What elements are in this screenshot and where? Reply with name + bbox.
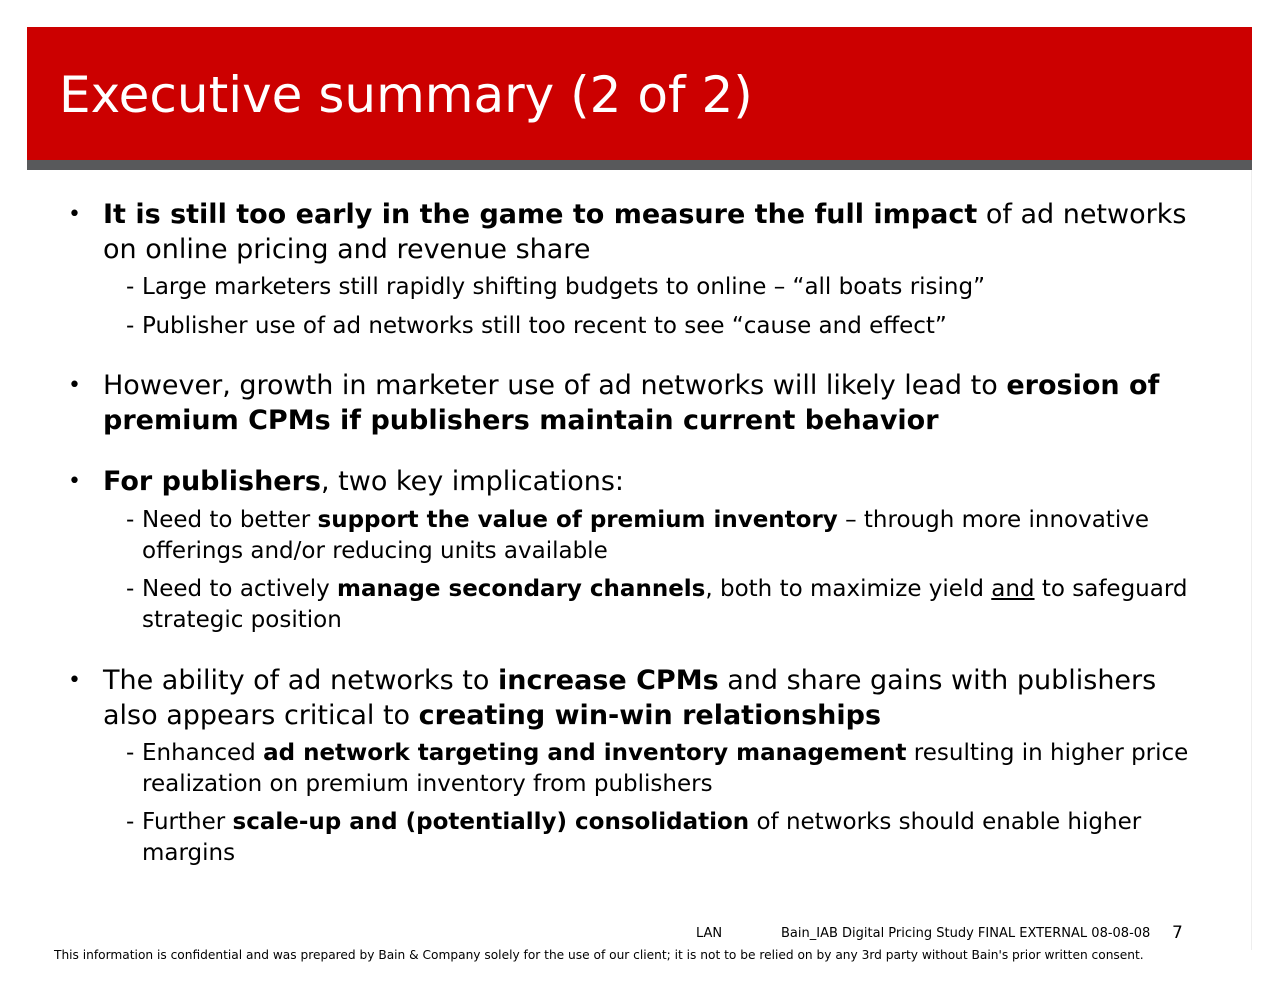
sub-dash: -	[126, 313, 135, 339]
footer-study-name: Bain_IAB Digital Pricing Study FINAL EXTERNAL 08-08-08	[781, 926, 1151, 941]
slide-title: Executive summary (2 of 2)	[59, 66, 753, 124]
bullet-1-sub-1-text: Large marketers still rapidly shifting budgets to online – “all boats rising”	[142, 274, 986, 300]
bullet-2-text	[103, 368, 1213, 438]
bullet-3-text	[103, 464, 1213, 499]
bullet-4-sub-1-rest: resulting in higher price realization on premium inventory from publishers	[142, 740, 1189, 797]
bullet-2-bold: erosion of premium CPMs if publishers maintain current behavior	[103, 370, 1160, 436]
bullet-3-sub-1-text	[142, 505, 1217, 567]
bullet-1-rest: of ad networks on online pricing and revenue share	[103, 199, 1187, 265]
bullet-4-sub-1-text	[142, 738, 1217, 800]
bullet-4-sub-1-bold: ad network targeting and inventory management	[263, 740, 907, 766]
bullet-3-sub-1-lead: Need to better	[142, 507, 318, 533]
bullet-dot: •	[68, 668, 81, 693]
bullet-3-sub-2-mid: , both to maximize yield	[705, 576, 992, 602]
bullet-3-rest: , two key implications:	[321, 466, 624, 497]
bullet-4-bold-2: creating win-win relationships	[418, 700, 882, 731]
bullet-dot: •	[68, 202, 81, 227]
bullet-4-sub-2-bold: scale-up and (potentially) consolidation	[232, 809, 750, 835]
sub-dash: -	[126, 809, 135, 835]
confidentiality-disclaimer: This information is confidential and was prepared by Bain & Company solely for the use of our client; it is not to be relied on by any 3rd party without Bain's prior written consent.	[54, 948, 1144, 962]
bullet-4-sub-2-rest: of networks should enable higher margins	[142, 809, 1142, 866]
bullet-3-sub-2-underline: and	[991, 576, 1035, 602]
slide-right-edge	[1251, 170, 1252, 950]
bullet-4-sub-1-lead: Enhanced	[142, 740, 264, 766]
sub-dash: -	[126, 740, 135, 766]
bullet-4-lead: The ability of ad networks to	[103, 665, 498, 696]
title-bar	[27, 27, 1252, 160]
bullet-4-sub-2-lead: Further	[142, 809, 233, 835]
title-underline	[27, 160, 1252, 170]
bullet-dot: •	[68, 469, 81, 494]
bullet-3-sub-2-text	[142, 574, 1217, 636]
bullet-3-sub-1-rest: – through more innovative offerings and/or reducing units available	[142, 507, 1149, 564]
footer-author: LAN	[696, 926, 723, 941]
sub-dash: -	[126, 576, 135, 602]
bullet-dot: •	[68, 373, 81, 398]
bullet-3-sub-2-rest: to safeguard strategic position	[142, 576, 1188, 633]
bullet-3-sub-2-lead: Need to actively	[142, 576, 338, 602]
bullet-4-bold-1: increase CPMs	[498, 665, 719, 696]
sub-dash: -	[126, 274, 135, 300]
sub-dash: -	[126, 507, 135, 533]
bullet-3-sub-2-bold: manage secondary channels	[337, 576, 706, 602]
page-number: 7	[1172, 923, 1183, 943]
bullet-2-lead: However, growth in marketer use of ad networks will likely lead to	[103, 370, 1007, 401]
bullet-1-sub-2-text: Publisher use of ad networks still too recent to see “cause and effect”	[142, 313, 947, 339]
bullet-4-sub-2-text	[142, 807, 1217, 869]
bullet-4-mid: and share gains with publishers also appears critical to	[103, 665, 1157, 731]
bullet-1-bold: It is still too early in the game to measure the full impact	[103, 199, 978, 230]
bullet-3-bold: For publishers	[103, 466, 321, 497]
bullet-3-sub-1-bold: support the value of premium inventory	[317, 507, 838, 533]
bullet-4-text	[103, 663, 1213, 733]
bullet-1-text	[103, 197, 1213, 267]
